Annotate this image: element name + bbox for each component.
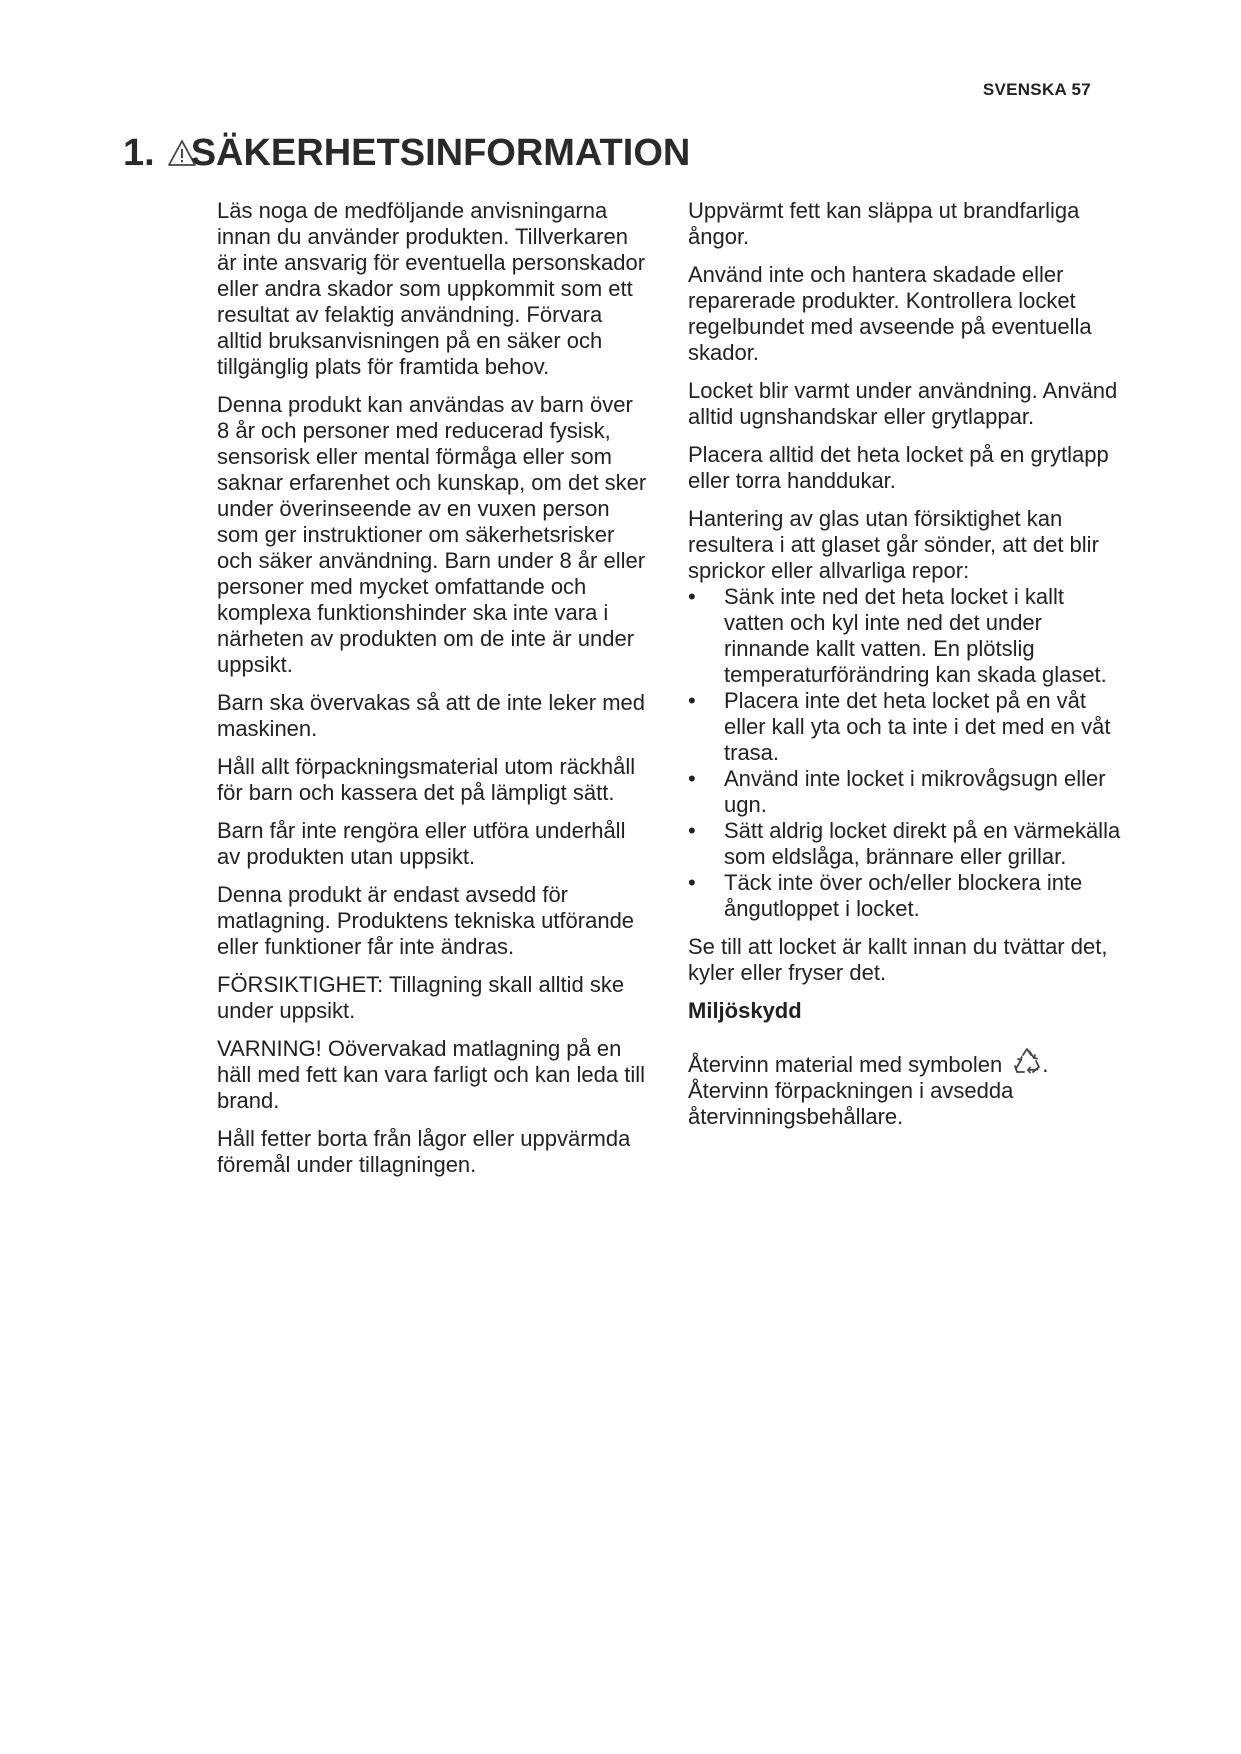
- list-item-text: Täck inte över och/eller blockera inte ångutloppet i locket.: [724, 870, 1083, 921]
- list-item: [688, 870, 1128, 922]
- paragraph: Uppvärmt fett kan släppa ut brandfarliga ångor.: [688, 198, 1080, 249]
- section-title-text: SÄKERHETSINFORMATION: [190, 132, 691, 174]
- bullet: •: [688, 766, 696, 791]
- list-item: [688, 766, 1128, 818]
- caution-paragraph: FÖRSIKTIGHET: Tillagning skall alltid ske under uppsikt.: [217, 972, 625, 1023]
- list-item-text: Sätt aldrig locket direkt på en värmekälla som eldslåga, brännare eller grillar.: [724, 818, 1121, 869]
- right-column: [688, 198, 1128, 1142]
- list-item-text: Placera inte det heta locket på en våt eller kall yta och ta inte i det med en våt trasa.: [724, 688, 1111, 765]
- paragraph: Använd inte och hantera skadade eller reparerade produkter. Kontrollera locket regelbundet med avseende på eventuella skador.: [688, 262, 1092, 365]
- packaging-text: Återvinn förpackningen i avsedda återvinningsbehållare.: [688, 1078, 1014, 1129]
- list-item: [688, 688, 1128, 766]
- list-item: [688, 584, 1128, 688]
- page-header: SVENSKA 57: [982, 80, 1091, 99]
- paragraph: Placera alltid det heta locket på en grytlapp eller torra handdukar.: [688, 442, 1109, 493]
- paragraph: Denna produkt är endast avsedd för matlagning. Produktens tekniska utförande eller funktioner får inte ändras.: [217, 882, 635, 959]
- paragraph: Denna produkt kan användas av barn över 8 år och personer med reducerad fysisk, sensorisk eller mental förmåga eller som saknar erfarenhet och kunskap, om det sker under överinseende av en vuxen person som ger instruktioner om säkerhetsrisker och säker användning. Barn under 8 år eller personer med mycket omfattande och komplexa funktionshinder ska inte vara i närheten av produkten om de inte är under uppsikt.: [217, 392, 647, 677]
- list-item: [688, 818, 1128, 870]
- warning-paragraph: VARNING! Oövervakad matlagning på en häll med fett kan vara farligt och kan leda till brand.: [217, 1036, 646, 1113]
- list-item-text: Sänk inte ned det heta locket i kallt vatten och kyl inte ned det under rinnande kallt vatten. En plötslig temperaturförändring kan skada glaset.: [724, 584, 1107, 687]
- paragraph: Läs noga de medföljande anvisningarna innan du använder produkten. Tillverkaren är inte ansvarig för eventuella personskador eller andra skador som uppkommit som ett resultat av felaktig användning. Förvara alltid bruksanvisningen på en säker och tillgänglig plats för framtida behov.: [217, 198, 646, 379]
- paragraph: Locket blir varmt under användning. Använd alltid ugnshandskar eller grytlappar.: [688, 378, 1118, 429]
- paragraph: Hantering av glas utan försiktighet kan resultera i att glaset går sönder, att det blir sprickor eller allvarliga repor:: [688, 506, 1099, 583]
- bullet: •: [688, 688, 696, 713]
- paragraph: Håll allt förpackningsmaterial utom räckhåll för barn och kassera det på lämpligt sätt.: [217, 754, 636, 805]
- recycle-text: Återvinn material med symbolen: [688, 1052, 1003, 1077]
- paragraph: Håll fetter borta från lågor eller uppvärmda föremål under tillagningen.: [217, 1126, 631, 1177]
- list-item-text: Använd inte locket i mikrovågsugn eller ugn.: [724, 766, 1106, 817]
- section-number: 1.: [123, 132, 155, 174]
- paragraph: Barn får inte rengöra eller utföra underhåll av produkten utan uppsikt.: [217, 818, 626, 869]
- recycle-icon: [1012, 1046, 1042, 1076]
- glass-handling-list: [688, 584, 1128, 922]
- bullet: •: [688, 870, 696, 895]
- bullet: •: [688, 584, 696, 609]
- section-title: [123, 130, 690, 176]
- recycle-period: .: [1042, 1052, 1049, 1077]
- paragraph: Barn ska övervakas så att de inte leker med maskinen.: [217, 690, 645, 741]
- paragraph: Se till att locket är kallt innan du tvättar det, kyler eller fryser det.: [688, 934, 1108, 985]
- environment-heading: Miljöskydd: [688, 998, 802, 1023]
- left-column: [217, 198, 647, 1190]
- bullet: •: [688, 818, 696, 843]
- recycle-paragraph: [688, 1046, 1128, 1130]
